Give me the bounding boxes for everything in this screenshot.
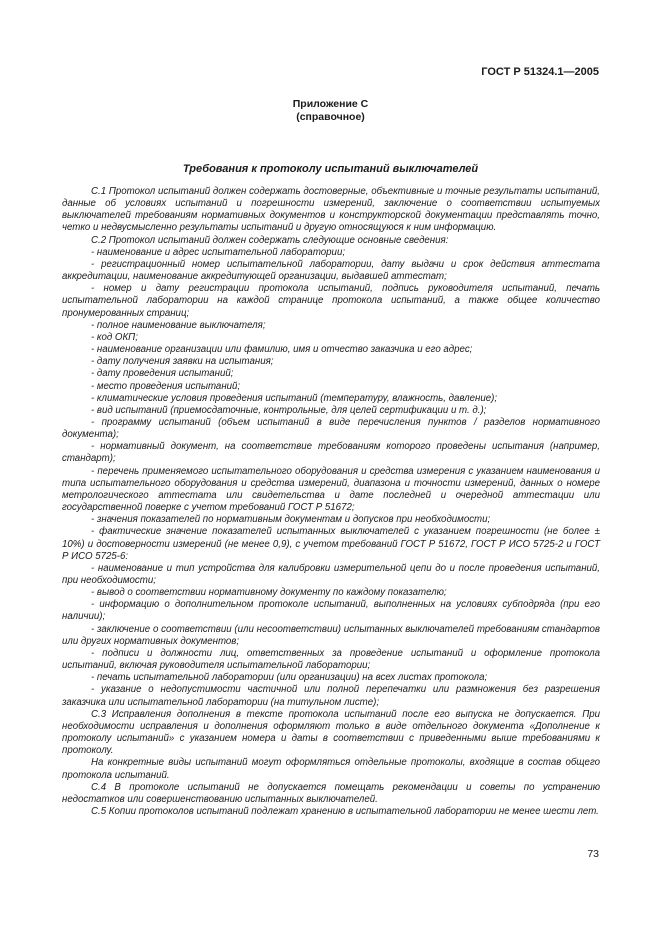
list-item: - печать испытательной лаборатории (или организации) на всех листах протокола; xyxy=(91,672,488,684)
page-number: 73 xyxy=(587,848,599,860)
section-title: Требования к протоколу испытаний выключателей xyxy=(182,163,479,175)
list-item: - климатические условия проведения испытаний (температуру, влажность, давление); xyxy=(91,392,498,404)
list-item: - информацию о дополнительном протоколе испытаний, выполненных на условиях субподряда (при его наличии); xyxy=(62,599,600,623)
appendix-title: Приложение С xyxy=(292,98,369,110)
paragraph: С.5 Копии протоколов испытаний подлежат хранению в испытательной лаборатории не менее шести лет. xyxy=(91,805,599,817)
document-body xyxy=(62,186,600,818)
list-item: - вывод о соответствии нормативному документу по каждому показателю; xyxy=(91,587,447,599)
list-item: - место проведения испытаний; xyxy=(91,380,241,392)
list-item: - регистрационный номер испытательной лаборатории, дату выдачи и срок действия аттестата аккредитации, наименование аккредитующей организации, выдавшей аттестат; xyxy=(62,258,600,283)
list-item: - код ОКП; xyxy=(91,331,138,343)
list-item: - указание о недопустимости частичной или полной перепечатки или размножения без разрешения заказчика или испытательной лаборатории (на титульном листе); xyxy=(62,684,600,708)
paragraph: С.3 Исправления дополнения в тексте протокола испытаний после его выпуска не допускается. При необходимости исправления и дополнения оформляют только в виде отдельного документа «Дополнение к протоколу испытаний» с указанием номера и даты в соответствии с приведенными выше требованиями к протоколу. xyxy=(62,708,600,757)
list-item: - программу испытаний (объем испытаний в виде перечисления пунктов / разделов нормативного документа); xyxy=(62,416,600,441)
appendix-subtitle: (справочное) xyxy=(296,111,365,123)
list-item: - дату получения заявки на испытания; xyxy=(91,356,274,368)
appendix-heading xyxy=(0,98,661,124)
list-item: - нормативный документ, на соответствие требованиям которого проведены испытания (например, стандарт); xyxy=(62,441,600,465)
list-item: - подписи и должности лиц, ответственных за проведение испытаний и оформление протокола испытаний, включая руководителя испытательной лаборатории; xyxy=(62,647,600,672)
list-item: - номер и дату регистрации протокола испытаний, подпись руководителя испытаний, печать испытательной лаборатории на каждой странице протокола испытаний, а также общее количество пронумерованных страниц; xyxy=(62,283,600,319)
list-item: - наименование и адрес испытательной лаборатории; xyxy=(91,246,346,258)
list-item: - дату проведения испытаний; xyxy=(91,368,234,380)
list-item: - перечень применяемого испытательного оборудования и средства измерения с указанием наименования и типа испытательного оборудования и средства измерений, диапазона и точности измерений, данных о номере метрологического аттестата или свидетельства и дате последней и очередной аттестации или государственной поверке с учетом требований ГОСТ Р 51672; xyxy=(62,465,600,514)
paragraph: С.2 Протокол испытаний должен содержать следующие основные сведения: xyxy=(91,234,449,246)
list-item: - полное наименование выключателя; xyxy=(91,319,266,331)
list-item: - значения показателей по нормативным документам и допусков при необходимости; xyxy=(91,514,491,526)
list-item: - фактические значение показателей испытанных выключателей с указанием погрешности (не более ± 10%) и достоверности измерений (не менее 0,9), с учетом требований ГОСТ Р 51672, ГОСТ Р ИСО 5725-2 и ГОСТ Р ИСО 5725-6: xyxy=(62,526,600,562)
paragraph: С.4 В протоколе испытаний не допускается помещать рекомендации и советы по устранению недостатков или совершенствованию испытанных выключателей. xyxy=(62,781,600,805)
list-item: - наименование организации или фамилию, имя и отчество заказчика и его адрес; xyxy=(91,344,473,356)
list-item: - наименование и тип устройства для калибровки измерительной цепи до и после проведения испытаний, при необходимости; xyxy=(62,562,600,586)
standard-id: ГОСТ Р 51324.1—2005 xyxy=(481,66,599,78)
list-item: - вид испытаний (приемосдаточные, контрольные, для целей сертификации и т. д.); xyxy=(91,404,487,416)
list-item: - заключение о соответствии (или несоответствии) испытанных выключателей требованиям стандартов или других нормативных документов; xyxy=(62,623,600,647)
paragraph: На конкретные виды испытаний могут оформляться отдельные протоколы, входящие в состав общего протокола испытаний. xyxy=(62,757,600,781)
paragraph: С.1 Протокол испытаний должен содержать достоверные, объективные и точные результаты испытаний, данные об условиях испытаний и погрешности измерений, заключение о соответствии испытуемых выключателей требованиям нормативных документов и конструкторской документации представлять точно, четко и недвусмысленно результаты испытаний и другую относящуюся к ним информацию. xyxy=(62,186,600,234)
